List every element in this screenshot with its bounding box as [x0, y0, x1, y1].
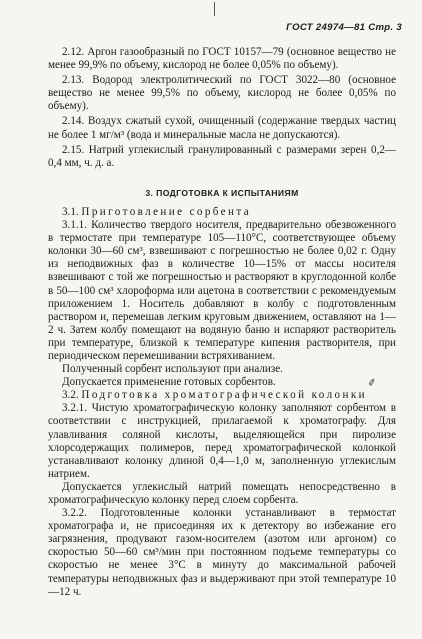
paragraph-3-2-1: 3.2.1. Чистую хроматографическую колонку заполняют сорбентом в соответствии с инструкцией, прилагаемой к хроматографу. Для улавливания соляной кислоты, выделяющейся при пиролизе хлорсодержащих полимеров, перед хроматографической колонкой устанавливают колонку длиной 0,4—1,0 м, заполненную углекислым натрием. — [48, 402, 396, 480]
scan-mark — [214, 2, 215, 16]
paragraph-sorbent-use: Полученный сорбент используют при анализе. — [62, 363, 283, 376]
paragraph-2-12: 2.12. Аргон газообразный по ГОСТ 10157—79 (основное вещество не менее 99,9% по объему, кислород не более 0,05% по объему). — [48, 46, 396, 72]
paragraph-2-14: 2.14. Воздух сжатый сухой, очищенный (содержание твердых частиц не более 1 мг/м³ (вода и минеральные масла не допускаются). — [48, 115, 396, 141]
paragraph-sodium-carbonate: Допускается углекислый натрий помещать непосредственно в хроматографическую колонку перед слоем сорбента. — [48, 480, 396, 506]
margin-mark: ✐ — [366, 377, 378, 390]
paragraph-ready-sorbents: Допускается применение готовых сорбентов. — [62, 376, 276, 389]
document-body — [48, 46, 396, 599]
subsection-heading-3-2 — [48, 389, 396, 402]
paragraph-2-13: 2.13. Водород электролитический по ГОСТ 3022—80 (основное вещество не менее 99,5% по объему, кислород не более 0,05% по объему). — [48, 74, 396, 113]
paragraph-3-2-2: 3.2.2. Подготовленные колонки устанавливают в термостат хроматографа и, не присоединяя их к детектору во избежание его загрязнения, продувают газом-носителем (азотом или аргоном) со скоростью 50—60 см³/мин при постоянном подъеме температуры со скоростью не менее 3°С в минуту до максимальной рабочей температуры неподвижных фаз и выдерживают при этой температуре 10—12 ч. — [48, 507, 396, 598]
paragraph-3-1-1: 3.1.1. Количество твердого носителя, предварительно обезвоженного в термостате при температуре 105—110°С, соответствующее объему колонки 30—60 см³, взвешивают с погрешностью не более 0,02 г. Одну из неподвижных фаз в количестве 10—15% от массы носителя взвешивают с той же погрешностью и растворяют в круглодонной колбе в 50—100 см³ хлороформа или ацетона в соответствии с рекомендуемым приложением 1. Носитель добавляют в колбу с подготовленным раствором и, перемешав легким круговым движением, оставляют на 1—2 ч. Затем колбу помещают на водяную баню и испаряют растворитель при температуре, близкой к температуре кипения растворителя, при периодическом перемешивании встряхиванием. — [48, 219, 396, 362]
paragraph-2-15: 2.15. Натрий углекислый гранулированный с размерами зерен 0,2—0,4 мм, ч. д. а. — [48, 143, 396, 169]
subsection-number: 3.2. — [62, 389, 79, 402]
subsection-number: 3.1. — [62, 205, 79, 218]
subsection-title: Подготовка хроматографической колонки — [81, 389, 367, 402]
section-title: 3. ПОДГОТОВКА К ИСПЫТАНИЯМ — [145, 187, 299, 198]
subsection-title: Приготовление сорбента — [81, 205, 252, 218]
page-header: ГОСТ 24974—81 Стр. 3 — [286, 22, 402, 33]
subsection-heading-3-1 — [48, 206, 396, 219]
